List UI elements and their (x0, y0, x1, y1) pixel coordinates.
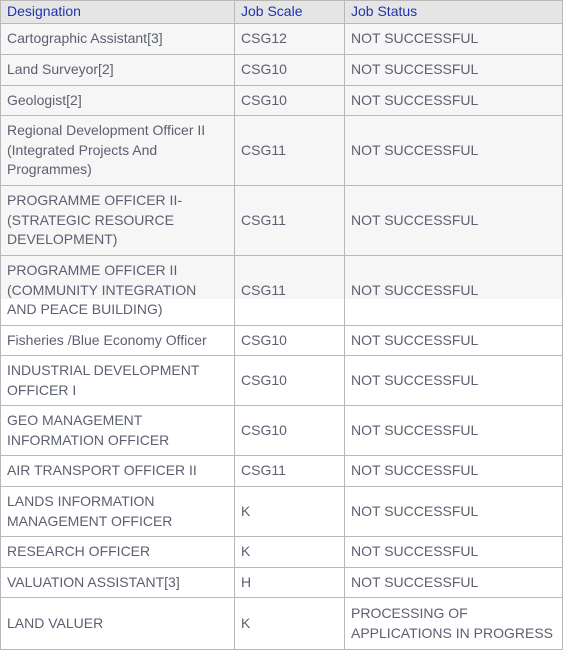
designation-cell: LAND VALUER (1, 598, 235, 650)
table-header-row (1, 1, 563, 24)
job-scale-cell: CSG10 (235, 356, 345, 406)
table-row (1, 256, 563, 326)
job-status-cell: NOT SUCCESSFUL (345, 186, 563, 256)
designation-cell: Fisheries /Blue Economy Officer (1, 326, 235, 356)
table-row (1, 487, 563, 537)
table-row (1, 537, 563, 568)
job-status-cell: NOT SUCCESSFUL (345, 537, 563, 568)
designation-cell: RESEARCH OFFICER (1, 537, 235, 568)
job-status-cell: NOT SUCCESSFUL (345, 116, 563, 186)
designation-cell: VALUATION ASSISTANT[3] (1, 568, 235, 598)
job-status-cell: NOT SUCCESSFUL (345, 24, 563, 55)
header-job-status: Job Status (345, 1, 563, 24)
job-status-cell: NOT SUCCESSFUL (345, 55, 563, 86)
job-scale-cell: CSG10 (235, 55, 345, 86)
table-row (1, 356, 563, 406)
table-row (1, 568, 563, 598)
job-scale-cell: K (235, 598, 345, 650)
table-row (1, 598, 563, 650)
job-scale-cell: CSG10 (235, 326, 345, 356)
job-scale-cell: CSG12 (235, 24, 345, 55)
table-row (1, 55, 563, 86)
header-job-scale: Job Scale (235, 1, 345, 24)
job-status-cell: NOT SUCCESSFUL (345, 326, 563, 356)
job-status-cell: NOT SUCCESSFUL (345, 256, 563, 326)
job-status-cell: PROCESSING OF APPLICATIONS IN PROGRESS (345, 598, 563, 650)
job-scale-cell: CSG11 (235, 256, 345, 326)
job-scale-cell: CSG11 (235, 186, 345, 256)
designation-cell: Land Surveyor[2] (1, 55, 235, 86)
table-row (1, 24, 563, 55)
job-scale-cell: CSG10 (235, 406, 345, 456)
designation-cell: Regional Development Officer II (Integrated Projects And Programmes) (1, 116, 235, 186)
job-scale-cell: CSG10 (235, 86, 345, 116)
designation-cell: INDUSTRIAL DEVELOPMENT OFFICER I (1, 356, 235, 406)
table-row (1, 86, 563, 116)
table-row (1, 326, 563, 356)
job-scale-cell: CSG11 (235, 116, 345, 186)
designation-cell: GEO MANAGEMENT INFORMATION OFFICER (1, 406, 235, 456)
job-status-cell: NOT SUCCESSFUL (345, 568, 563, 598)
designation-cell: Geologist[2] (1, 86, 235, 116)
designation-cell: PROGRAMME OFFICER II (COMMUNITY INTEGRATION AND PEACE BUILDING) (1, 256, 235, 326)
job-scale-cell: K (235, 537, 345, 568)
job-status-cell: NOT SUCCESSFUL (345, 86, 563, 116)
designation-cell: Cartographic Assistant[3] (1, 24, 235, 55)
designation-cell: AIR TRANSPORT OFFICER II (1, 456, 235, 487)
job-scale-cell: H (235, 568, 345, 598)
job-status-cell: NOT SUCCESSFUL (345, 406, 563, 456)
designation-cell: LANDS INFORMATION MANAGEMENT OFFICER (1, 487, 235, 537)
table-row (1, 406, 563, 456)
table-row (1, 456, 563, 487)
job-scale-cell: CSG11 (235, 456, 345, 487)
job-status-cell: NOT SUCCESSFUL (345, 356, 563, 406)
job-scale-cell: K (235, 487, 345, 537)
job-status-cell: NOT SUCCESSFUL (345, 456, 563, 487)
header-designation: Designation (1, 1, 235, 24)
table-row (1, 186, 563, 256)
table-row (1, 116, 563, 186)
designation-cell: PROGRAMME OFFICER II- (STRATEGIC RESOURCE DEVELOPMENT) (1, 186, 235, 256)
job-status-cell: NOT SUCCESSFUL (345, 487, 563, 537)
